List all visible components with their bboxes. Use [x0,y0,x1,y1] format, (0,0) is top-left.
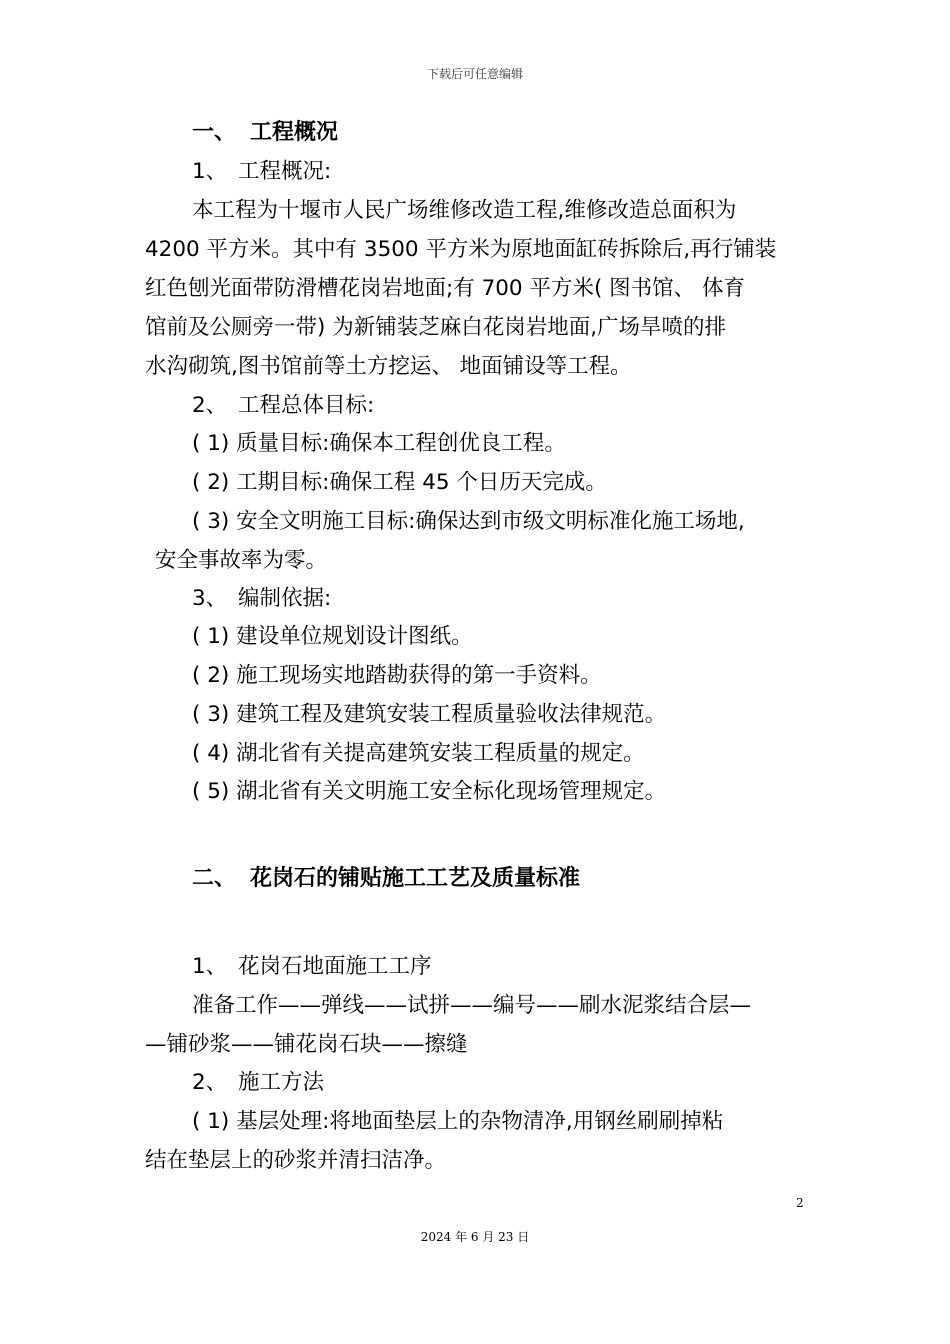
basis-item: ( 1) 建设单位规划设计图纸。 [192,624,473,649]
basis-item: ( 5) 湖北省有关文明施工安全标化现场管理规定。 [192,779,667,804]
subheading-1-3 [192,584,331,614]
subheading-number: 1、 [192,954,228,979]
section-title: 花岗石的铺贴施工工艺及质量标准 [250,866,581,891]
footer-date: 2024 年 6 月 23 日 [420,1230,530,1244]
goal-item-continued: 安全事故率为零。 [155,548,328,573]
goal-item: ( 1) 质量目标:确保本工程创优良工程。 [192,431,566,456]
subheading-2-1 [192,952,432,982]
subheading-number: 2、 [192,1070,228,1095]
subheading-title: 编制依据: [238,586,332,611]
subheading-title: 施工方法 [238,1070,325,1095]
subheading-title: 工程概况: [238,159,332,184]
section-heading-1 [192,118,338,148]
basis-item: ( 3) 建筑工程及建筑安装工程质量验收法律规范。 [192,702,667,727]
section-number: 二、 [192,866,237,891]
subheading-1-1 [192,157,331,187]
goal-item: ( 2) 工期目标:确保工程 45 个日历天完成。 [192,470,607,495]
paragraph-line: 4200 平方米。其中有 3500 平方米为原地面缸砖拆除后,再行铺装 [145,237,777,262]
page-header: 下载后可任意编辑 [426,67,523,81]
method-line: ( 1) 基层处理:将地面垫层上的杂物清净,用钢丝刷刷掉粘 [192,1109,724,1134]
method-line: 结在垫层上的砂浆并清扫洁净。 [145,1148,447,1173]
section-title: 工程概况 [250,120,339,145]
basis-item: ( 2) 施工现场实地踏勘获得的第一手资料。 [192,663,602,688]
paragraph-line: 馆前及公厕旁一带) 为新铺装芝麻白花岗岩地面,广场旱喷的排 [145,315,727,340]
subheading-number: 3、 [192,586,228,611]
process-line: —铺砂浆——铺花岗石块——擦缝 [145,1032,468,1057]
subheading-title: 花岗石地面施工工序 [238,954,432,979]
goal-item: ( 3) 安全文明施工目标:确保达到市级文明标准化施工场地, [192,509,745,534]
subheading-1-2 [192,391,374,421]
paragraph-line: 红色刨光面带防滑槽花岗岩地面;有 700 平方米( 图书馆、 体育 [145,276,746,301]
paragraph-line: 本工程为十堰市人民广场维修改造工程,维修改造总面积为 [192,198,737,223]
paragraph-line: 水沟砌筑,图书馆前等土方挖运、 地面铺设等工程。 [145,354,632,379]
basis-item: ( 4) 湖北省有关提高建筑安装工程质量的规定。 [192,741,645,766]
section-number: 一、 [192,120,237,145]
subheading-2-2 [192,1068,324,1098]
process-line: 准备工作——弹线——试拼——编号——刷水泥浆结合层— [192,993,752,1018]
subheading-number: 1、 [192,159,228,184]
subheading-number: 2、 [192,393,228,418]
page-number: 2 [796,1196,804,1210]
section-heading-2 [192,864,580,894]
subheading-title: 工程总体目标: [238,393,375,418]
